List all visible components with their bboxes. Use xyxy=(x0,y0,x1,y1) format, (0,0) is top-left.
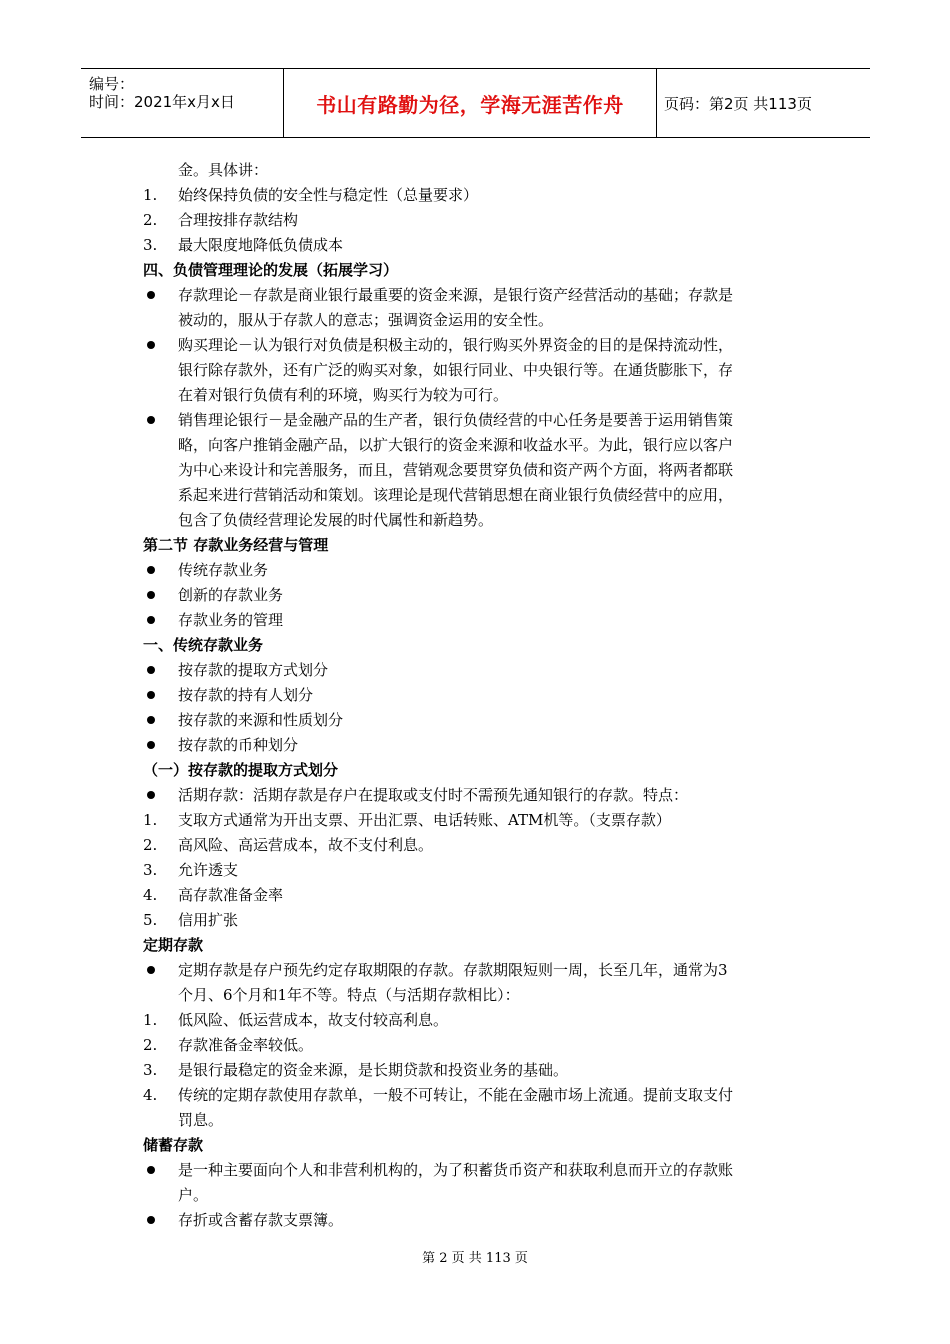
bullet-icon xyxy=(147,966,155,974)
bullet-icon xyxy=(147,1216,155,1224)
list-item: 高风险、高运营成本，故不支付利息。 xyxy=(178,836,434,854)
paragraph-line: 个月、6个月和1年不等。特点（与活期存款相比）： xyxy=(178,986,520,1004)
list-number: 1. xyxy=(143,811,158,829)
paragraph-line: 被动的，服从于存款人的意志；强调资金运用的安全性。 xyxy=(178,311,554,329)
paragraph-line: 定期存款是存户预先约定存取期限的存款。存款期限短则一周，长至几年，通常为3 xyxy=(178,961,728,979)
list-item: 按存款的持有人划分 xyxy=(178,686,314,704)
list-item: 信用扩张 xyxy=(178,911,239,929)
list-item: 是银行最稳定的资金来源，是长期贷款和投资业务的基础。 xyxy=(178,1061,569,1079)
list-item: 按存款的提取方式划分 xyxy=(178,661,329,679)
document-date: 时间：2021年x月x日 xyxy=(89,93,235,111)
bullet-icon xyxy=(147,591,155,599)
list-item: 高存款准备金率 xyxy=(178,886,284,904)
section-heading: 第二节 存款业务经营与管理 xyxy=(143,536,329,554)
list-item: 按存款的币种划分 xyxy=(178,736,299,754)
bullet-icon xyxy=(147,566,155,574)
bullet-icon xyxy=(147,416,155,424)
list-number: 3. xyxy=(143,1061,158,1079)
list-item: 传统存款业务 xyxy=(178,561,269,579)
paragraph-line: 为中心来设计和完善服务，而且，营销观念要贯穿负债和资产两个方面，将两者都联 xyxy=(178,461,734,479)
list-item: 始终保持负债的安全性与稳定性（总量要求） xyxy=(178,186,479,204)
list-item: 支取方式通常为开出支票、开出汇票、电话转账、ATM机等。（支票存款） xyxy=(178,811,671,829)
continued-text: 金。具体讲： xyxy=(178,161,269,179)
list-item: 按存款的来源和性质划分 xyxy=(178,711,344,729)
paragraph-line: 包含了负债经营理论发展的时代属性和新趋势。 xyxy=(178,511,494,529)
header-left-cell xyxy=(81,69,283,137)
header-motto-cell xyxy=(283,69,657,137)
document-number-label: 编号： xyxy=(89,75,135,93)
paragraph-line: 在着对银行负债有利的环境，购买行为较为可行。 xyxy=(178,386,509,404)
paragraph-line: 购买理论－认为银行对负债是积极主动的，银行购买外界资金的目的是保持流动性， xyxy=(178,336,734,354)
list-item: 存款业务的管理 xyxy=(178,611,284,629)
bullet-icon xyxy=(147,291,155,299)
paragraph-line: 是一种主要面向个人和非营利机构的，为了积蓄货币资产和获取利息而开立的存款账 xyxy=(178,1161,734,1179)
list-number: 5. xyxy=(143,911,158,929)
bullet-icon xyxy=(147,716,155,724)
paragraph-line: 略，向客户推销金融产品，以扩大银行的资金来源和收益水平。为此，银行应以客户 xyxy=(178,436,734,454)
list-number: 4. xyxy=(143,886,158,904)
list-number: 3. xyxy=(143,236,158,254)
page-footer: 第 2 页 共 113 页 xyxy=(422,1251,528,1266)
page-header xyxy=(81,68,870,138)
section-heading: 一、传统存款业务 xyxy=(143,636,264,654)
list-item: 低风险、低运营成本，故支付较高利息。 xyxy=(178,1011,449,1029)
list-number: 3. xyxy=(143,861,158,879)
list-item: 合理按排存款结构 xyxy=(178,211,299,229)
list-item: 允许透支 xyxy=(178,861,239,879)
list-number: 4. xyxy=(143,1086,158,1104)
bullet-icon xyxy=(147,791,155,799)
list-number: 2. xyxy=(143,836,158,854)
section-heading: 四、负债管理理论的发展（拓展学习） xyxy=(143,261,399,279)
section-heading: 定期存款 xyxy=(143,936,204,954)
paragraph-line: 银行除存款外，还有广泛的购买对象，如银行同业、中央银行等。在通货膨胀下，存 xyxy=(178,361,734,379)
bullet-icon xyxy=(147,1166,155,1174)
bullet-icon xyxy=(147,616,155,624)
bullet-icon xyxy=(147,341,155,349)
list-number: 2. xyxy=(143,211,158,229)
section-heading: （一）按存款的提取方式划分 xyxy=(143,761,339,779)
header-motto: 书山有路勤为径，学海无涯苦作舟 xyxy=(316,92,624,117)
bullet-icon xyxy=(147,691,155,699)
list-item-continuation: 罚息。 xyxy=(178,1111,224,1129)
bullet-icon xyxy=(147,666,155,674)
list-item: 存款准备金率较低。 xyxy=(178,1036,314,1054)
paragraph-line: 活期存款：活期存款是存户在提取或支付时不需预先通知银行的存款。特点： xyxy=(178,786,689,804)
header-page-info: 页码：第2页 共113页 xyxy=(664,94,812,113)
list-item: 最大限度地降低负债成本 xyxy=(178,236,344,254)
header-page-cell xyxy=(656,69,870,137)
list-number: 2. xyxy=(143,1036,158,1054)
list-number: 1. xyxy=(143,1011,158,1029)
list-number: 1. xyxy=(143,186,158,204)
section-heading: 储蓄存款 xyxy=(143,1136,204,1154)
bullet-icon xyxy=(147,741,155,749)
paragraph-line: 系起来进行营销活动和策划。该理论是现代营销思想在商业银行负债经营中的应用， xyxy=(178,486,734,504)
paragraph-line: 销售理论银行－是金融产品的生产者，银行负债经营的中心任务是要善于运用销售策 xyxy=(178,411,734,429)
list-item: 创新的存款业务 xyxy=(178,586,284,604)
paragraph-line: 户。 xyxy=(178,1186,209,1204)
list-item: 传统的定期存款使用存款单，一般不可转让，不能在金融市场上流通。提前支取支付 xyxy=(178,1086,734,1104)
paragraph-line: 存折或含蓄存款支票簿。 xyxy=(178,1211,344,1229)
paragraph-line: 存款理论－存款是商业银行最重要的资金来源，是银行资产经营活动的基础；存款是 xyxy=(178,286,734,304)
